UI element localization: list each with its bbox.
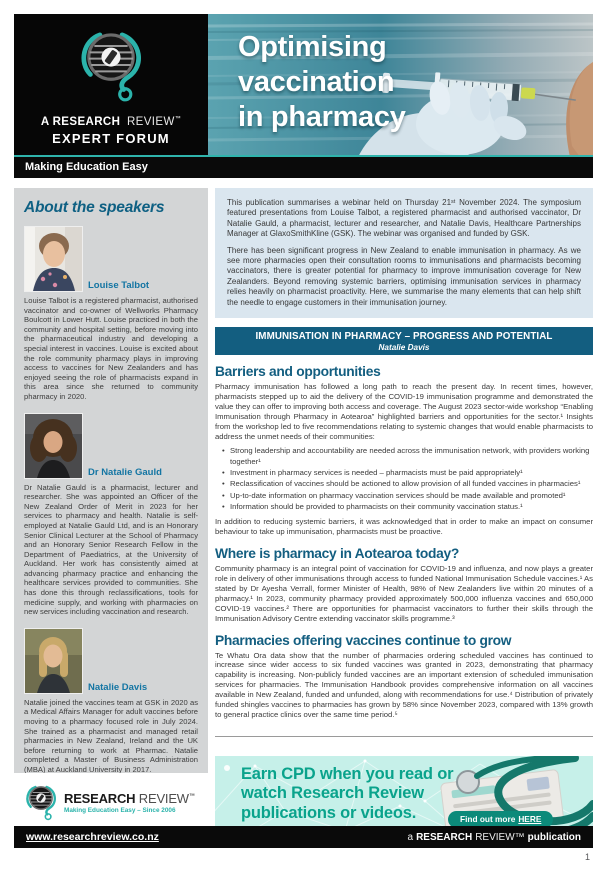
logo-brand-line [14,116,208,128]
speaker-bio: Natalie joined the vaccines team at GSK in 2020 as a Medical Affairs Manager for adult vaccines before moving to a pharmacy focused role in July 2024. She trained as a pharmacist and managed retail pharmacies in New Zealand, Ireland and the UK before returning to work at Pharmac. Natalie completed a Master of Business Administration (MBA) at Auckland University in 2017. [24,697,198,773]
sidebar-heading: About the speakers [24,199,165,216]
intro-paragraph-2: There has been significant progress in New Zealand to enable immunisation in pharmacy. As we see more pharmacies open their consultation rooms to immunisations and pharmacists becoming vaccinators, there is greater potential for pharmacy to improve immunisation coverage for New Zealanders. Beyond removing systemic barriers, optimising immunisation services in pharmacy relies heavily on pharmacist proactivity. Here, we summarise the many elements that can help shift the needle to engage customers in their immunisation journey. [227,245,581,307]
logo-prefix: A [40,116,50,128]
website-link[interactable]: www.researchreview.co.nz [26,831,159,843]
speaker-louise-talbot [24,226,198,402]
publication-title [238,30,406,135]
making-education-easy-bar: Making Education Easy [14,155,593,178]
bullet-item: • Strong leadership and accountability are needed across the immunisation network, with providers working together¹ [230,445,593,468]
speaker-photo [24,628,83,694]
section-banner [215,327,593,355]
trademark-symbol: ™ [174,116,182,123]
section-paragraph: Community pharmacy is an integral point of vaccination for COVID-19 and influenza, and now plays a greater role in delivery of other immunisations through access to funded National Immunisation Schedule vaccines.¹ As stated by Dr Ayesha Verrall, former Minister of Health, 98% of New Zealanders live within 20 minutes of a pharmacy.¹ In 2023, community pharmacy provided approximately 500,000 influenza vaccines and 650,000 COVID-19 vaccines.² There are opportunities for pharmacist vaccinators to further their skills through the Immunisation Advisory Centre extending vaccinator skills programme.³ [215,564,593,623]
intro-paragraph-1: This publication summarises a webinar held on Thursday 21ˢᵗ November 2024. The symposium featured presentations from Louise Talbot, a registered pharmacist and authorised vaccinator, Dr Natalie Gauld, a pharmacist, lecturer and researcher, and Natalie Davis, Healthcare Partnerships Manager at GlaxoSmithKline (GSK). The webinar was organised and funded by GSK. [227,198,581,239]
expert-forum-logo-box [14,14,208,157]
heading-pharmacy-aotearoa: Where is pharmacy in Aotearoa today? [215,546,459,562]
intro-summary-box [215,188,593,318]
section-paragraph: Te Whatu Ora data show that the number of pharmacies ordering scheduled vaccines has continued to increase since wider access to six funded vaccines was granted in 2023, demonstrating that pharmacy capability is increasing. Non-publicly funded vaccines are an important extension of scheduled immunisation services for pharmacies. The Immunisation Handbook provides comprehensive information on all vaccines available in New Zealand, funded and unfunded, along with recommendations for use.⁴ Distribution of privately funded shingles vaccines to pharmacies has grown by 58% since November 2023, compared with 13% growth to general practice clinics over the same time period.⁵ [215,650,593,719]
cpd-promo-banner [215,756,593,835]
speaker-bio: Louise Talbot is a registered pharmacist, authorised vaccinator and co-owner of Wellworks Pharmacy Boulcott in Lower Hutt. Louise practiced in both the community and hospital setting, before moving into the pharmaceutical industry and developing a special interest in vaccines. Louise is excited about the role community pharmacy plays in improving access to vaccines for New Zealanders and has enjoyed seeing the role of pharmacists expand in this area since she returned to community pharmacy in 2020. [24,296,198,401]
title-line-1: Optimising [238,31,387,63]
expert-forum-label: EXPERT FORUM [52,131,170,146]
here-link[interactable]: HERE [518,813,542,824]
brand-tagline: Making Education Easy – Since 2006 [64,806,176,814]
speakers-sidebar [14,188,208,773]
pub-brand-light: REVIEW™ [475,831,525,843]
bullet-item: • Information should be provided to pharmacists on their community vaccination status.¹ [230,501,593,512]
brand-wordmark [64,791,195,806]
trademark-symbol: ™ [188,793,195,800]
bullet-item: • Up-to-date information on pharmacy vaccination services should be made available and promoted¹ [230,490,593,501]
speaker-name: Dr Natalie Gauld [88,466,162,478]
logo-brand-light: REVIEW [126,116,175,128]
brand-light: REVIEW [138,790,189,806]
research-review-footer-logo [22,783,195,821]
pub-suffix: publication [527,831,581,843]
section-divider [215,736,593,737]
main-content [215,188,593,835]
research-review-globe-icon [73,27,149,103]
logo-brand-bold: RESEARCH [52,116,121,128]
bullet-item: • Reclassification of vaccines should be actioned to allow provision of all funded vaccines in pharmacies¹ [230,478,593,489]
pub-brand-bold: RESEARCH [416,831,473,843]
button-label: Find out more [460,813,516,824]
publication-credit [408,832,581,843]
title-line-2: vaccination [238,66,395,98]
bullet-item: • Investment in pharmacy services is needed – pharmacists must be paid appropriately¹ [230,467,593,478]
title-line-3: in pharmacy [238,101,406,133]
brand-bold: RESEARCH [64,790,136,806]
speaker-bio: Dr Natalie Gauld is a pharmacist, lecturer and researcher. She was appointed an Officer of the New Zealand Order of Merit in 2023 for her services to pharmacy and health. Natalie is self-employed at Natalie Gauld Ltd, and is an Honorary Senior Clinical Lecturer at the School of Pharmacy and an Honorary Senior Research Fellow in the Department of Paediatrics, at the University of Auckland. Her work has consistently aimed at advancing pharmacy practice and enhancing the healthcare services provided to communities. She has done this through reclassifications, tools for medicine supply, and working with pharmacies on new services including vaccination and research. [24,482,198,617]
section-banner-title: IMMUNISATION IN PHARMACY – PROGRESS AND POTENTIAL [255,331,553,343]
heading-barriers-opportunities: Barriers and opportunities [215,364,381,380]
speaker-name: Louise Talbot [88,280,150,291]
speaker-photo [24,226,83,292]
cpd-message: Earn CPD when you read or watch Research Review publications or videos. [241,764,454,822]
hero-banner [208,14,593,157]
speaker-natalie-davis [24,628,198,773]
speaker-natalie-gauld [24,413,198,617]
footer-bar [14,826,593,848]
recommendations-list [215,445,593,513]
speaker-photo [24,413,83,479]
speaker-name: Natalie Davis [88,681,148,693]
section-paragraph: In addition to reducing systemic barriers, it was acknowledged that in order to make an impact on consumer behaviour to take up immunisation, pharmacists must be proactive. [215,517,593,537]
heading-pharmacies-grow: Pharmacies offering vaccines continue to grow [215,632,512,648]
research-review-globe-icon [22,783,60,821]
page-number: 1 [584,852,590,862]
section-paragraph: Pharmacy immunisation has followed a long path to reach the present day. In recent times, however, pharmacists stepped up to aid the delivery of the COVID-19 immunisation programme and demonstrated the value they can offer to improving both access and coverage. The August 2023 sector-wide workshop “Enabling Immunisation through Pharmacy in Aotearoa” highlighted barriers and opportunities for the sector.¹ Insights from the workshop led to five recommendations relating to systemic changes that would enable pharmacists to address the unmet needs of their communities: [215,382,593,441]
pub-prefix: a [407,831,414,843]
section-banner-speaker: Natalie Davis [378,343,430,353]
